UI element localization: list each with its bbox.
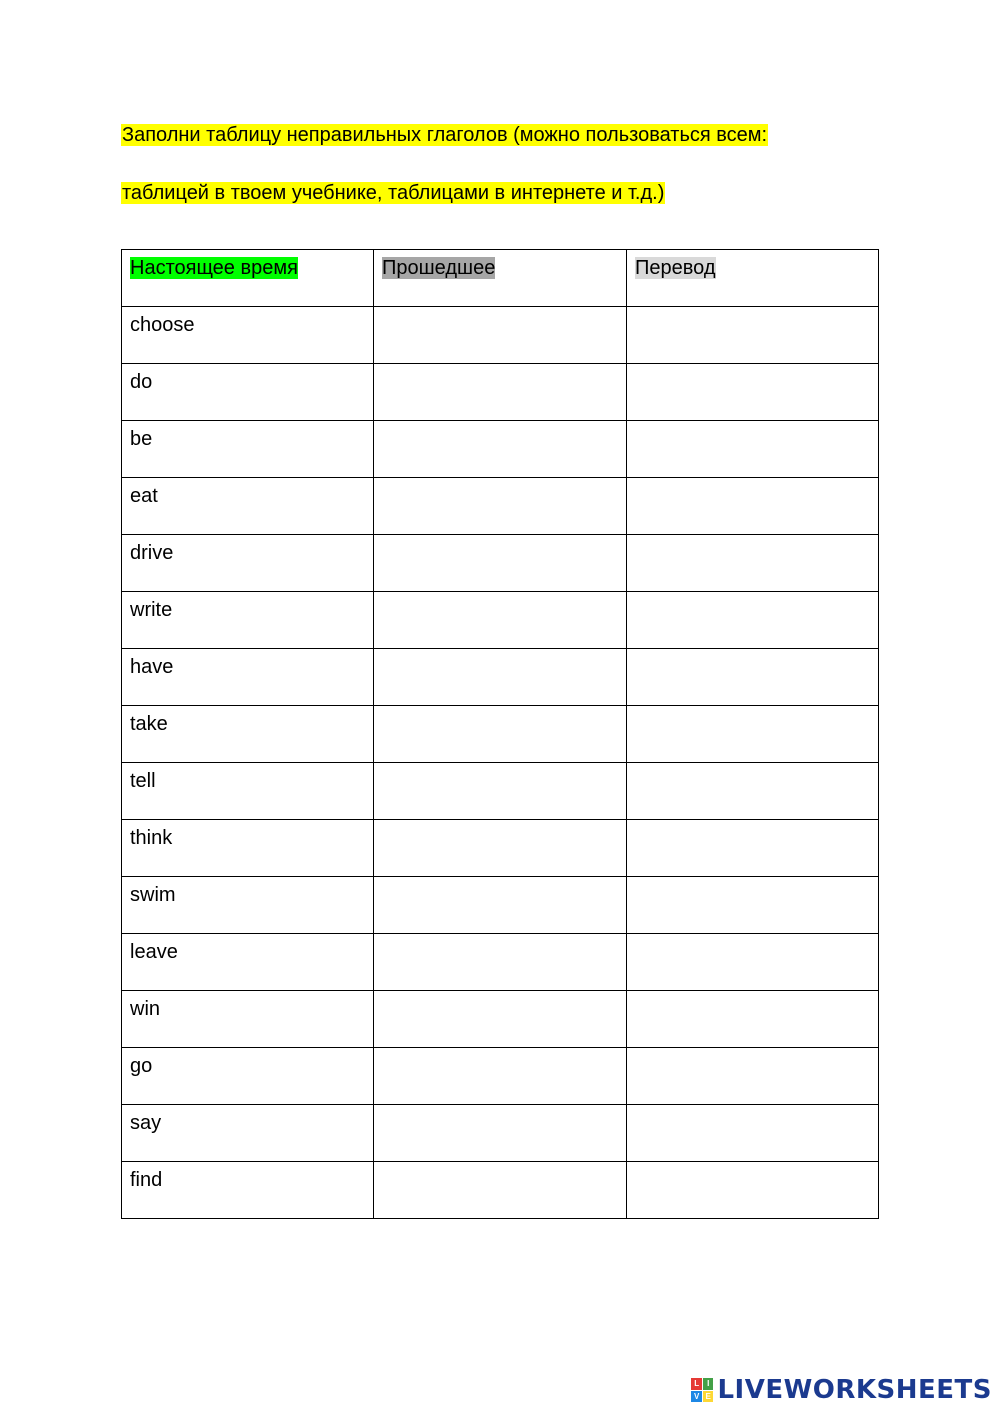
instructions <box>121 120 768 236</box>
brand-name: LIVEWORKSHEETS <box>717 1375 992 1405</box>
instruction-text-1: Заполни таблицу неправильных глаголов (можно пользоваться всем: <box>122 124 768 146</box>
present-tense-cell: win <box>122 991 374 1048</box>
translation-cell <box>627 991 879 1048</box>
header-translation-label: Перевод <box>635 257 716 279</box>
past-tense-cell <box>374 478 627 535</box>
past-tense-cell <box>374 307 627 364</box>
translation-input[interactable] <box>635 311 870 359</box>
instruction-line-1 <box>121 120 768 150</box>
past-tense-input[interactable] <box>382 596 618 644</box>
translation-cell <box>627 763 879 820</box>
past-tense-cell <box>374 877 627 934</box>
present-tense-cell: drive <box>122 535 374 592</box>
translation-input[interactable] <box>635 767 870 815</box>
past-tense-input[interactable] <box>382 767 618 815</box>
translation-cell <box>627 706 879 763</box>
past-tense-cell <box>374 1048 627 1105</box>
table-row <box>122 820 879 877</box>
translation-input[interactable] <box>635 368 870 416</box>
logo-square: V <box>691 1391 702 1403</box>
table-row <box>122 307 879 364</box>
past-tense-input[interactable] <box>382 824 618 872</box>
past-tense-cell <box>374 820 627 877</box>
liveworksheets-brand <box>691 1375 992 1405</box>
past-tense-cell <box>374 364 627 421</box>
translation-cell <box>627 478 879 535</box>
translation-cell <box>627 1162 879 1219</box>
header-present-label: Настоящее время <box>130 257 298 279</box>
header-past-label: Прошедшее <box>382 257 496 279</box>
present-tense-cell: tell <box>122 763 374 820</box>
translation-input[interactable] <box>635 995 870 1043</box>
logo-square: I <box>703 1378 714 1390</box>
translation-cell <box>627 592 879 649</box>
translation-cell <box>627 535 879 592</box>
past-tense-input[interactable] <box>382 311 618 359</box>
present-tense-cell: think <box>122 820 374 877</box>
table-row <box>122 421 879 478</box>
table-row <box>122 364 879 421</box>
present-tense-cell: eat <box>122 478 374 535</box>
translation-cell <box>627 1105 879 1162</box>
present-tense-cell: find <box>122 1162 374 1219</box>
liveworksheets-logo-icon <box>691 1378 713 1402</box>
table-row <box>122 535 879 592</box>
past-tense-input[interactable] <box>382 368 618 416</box>
present-tense-cell: choose <box>122 307 374 364</box>
table-row <box>122 877 879 934</box>
table-row <box>122 1048 879 1105</box>
present-tense-cell: be <box>122 421 374 478</box>
translation-input[interactable] <box>635 1166 870 1214</box>
translation-cell <box>627 934 879 991</box>
translation-cell <box>627 877 879 934</box>
present-tense-cell: write <box>122 592 374 649</box>
past-tense-input[interactable] <box>382 710 618 758</box>
table-body <box>122 307 879 1219</box>
table-row <box>122 592 879 649</box>
present-tense-cell: say <box>122 1105 374 1162</box>
past-tense-input[interactable] <box>382 482 618 530</box>
past-tense-input[interactable] <box>382 995 618 1043</box>
past-tense-input[interactable] <box>382 938 618 986</box>
past-tense-cell <box>374 592 627 649</box>
past-tense-cell <box>374 706 627 763</box>
logo-square: L <box>691 1378 702 1390</box>
past-tense-input[interactable] <box>382 1109 618 1157</box>
header-past <box>374 250 627 307</box>
past-tense-cell <box>374 1105 627 1162</box>
table-row <box>122 934 879 991</box>
translation-input[interactable] <box>635 1052 870 1100</box>
present-tense-cell: take <box>122 706 374 763</box>
past-tense-input[interactable] <box>382 1166 618 1214</box>
present-tense-cell: go <box>122 1048 374 1105</box>
present-tense-cell: do <box>122 364 374 421</box>
translation-input[interactable] <box>635 596 870 644</box>
translation-input[interactable] <box>635 710 870 758</box>
present-tense-cell: have <box>122 649 374 706</box>
table-row <box>122 1105 879 1162</box>
past-tense-input[interactable] <box>382 881 618 929</box>
past-tense-cell <box>374 535 627 592</box>
past-tense-cell <box>374 1162 627 1219</box>
translation-input[interactable] <box>635 653 870 701</box>
present-tense-cell: leave <box>122 934 374 991</box>
translation-input[interactable] <box>635 539 870 587</box>
past-tense-input[interactable] <box>382 653 618 701</box>
translation-cell <box>627 1048 879 1105</box>
table-row <box>122 1162 879 1219</box>
past-tense-cell <box>374 991 627 1048</box>
table-row <box>122 991 879 1048</box>
past-tense-cell <box>374 763 627 820</box>
logo-square: E <box>703 1391 714 1403</box>
header-translation <box>627 250 879 307</box>
past-tense-input[interactable] <box>382 425 618 473</box>
translation-cell <box>627 421 879 478</box>
translation-input[interactable] <box>635 881 870 929</box>
table-row <box>122 706 879 763</box>
translation-input[interactable] <box>635 824 870 872</box>
present-tense-cell: swim <box>122 877 374 934</box>
translation-input[interactable] <box>635 482 870 530</box>
table-row <box>122 763 879 820</box>
instruction-line-2 <box>121 178 768 208</box>
table-row <box>122 478 879 535</box>
translation-cell <box>627 649 879 706</box>
past-tense-cell <box>374 934 627 991</box>
translation-cell <box>627 364 879 421</box>
header-present <box>122 250 374 307</box>
table-header-row <box>122 250 879 307</box>
translation-cell <box>627 820 879 877</box>
translation-cell <box>627 307 879 364</box>
past-tense-input[interactable] <box>382 1052 618 1100</box>
translation-input[interactable] <box>635 1109 870 1157</box>
instruction-text-2: таблицей в твоем учебнике, таблицами в интернете и т.д.) <box>122 182 665 204</box>
past-tense-cell <box>374 421 627 478</box>
table-row <box>122 649 879 706</box>
translation-input[interactable] <box>635 938 870 986</box>
irregular-verbs-table <box>121 249 879 1219</box>
translation-input[interactable] <box>635 425 870 473</box>
past-tense-input[interactable] <box>382 539 618 587</box>
past-tense-cell <box>374 649 627 706</box>
